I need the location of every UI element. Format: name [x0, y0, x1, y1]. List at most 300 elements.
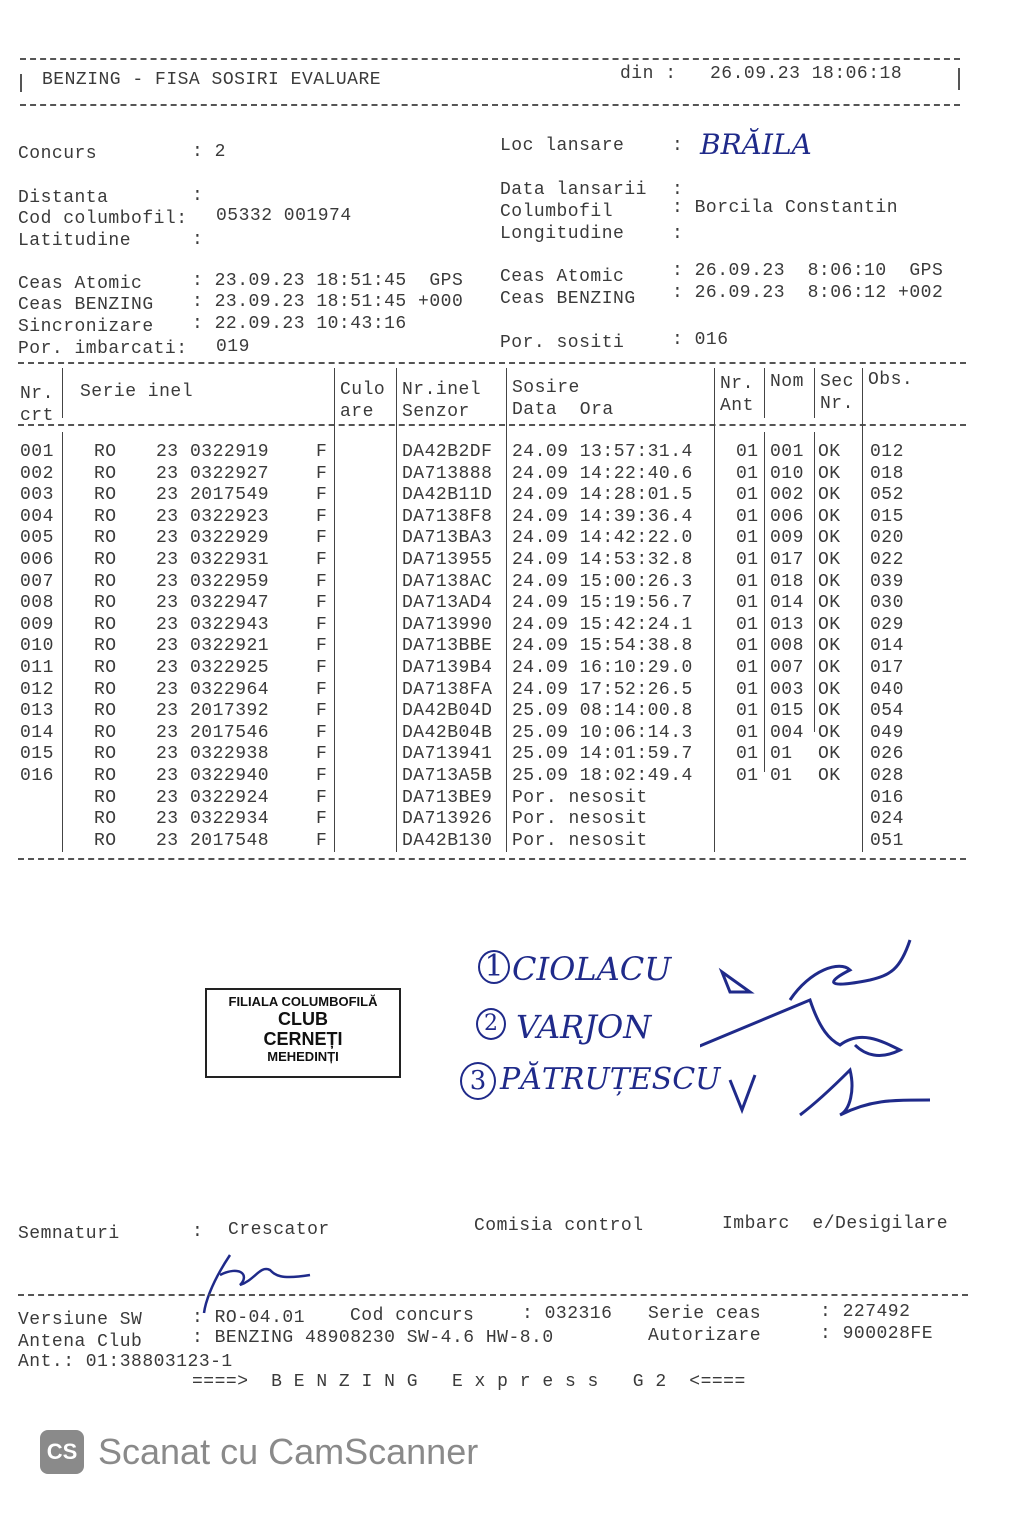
por-sositi-value: : 016 — [672, 330, 729, 350]
cell-sosire: 25.09 10:06:14.3 — [512, 722, 693, 743]
cell-sex: F — [316, 593, 328, 614]
cell-inel: 0322921 — [190, 636, 270, 657]
comisia-control-label: Comisia control — [474, 1216, 644, 1236]
columbofil-label: Columbofil — [500, 202, 614, 222]
cell-senzor: DA713990 — [402, 614, 493, 635]
cell-nom: 01 — [770, 766, 793, 786]
antena-label: Antena Club — [18, 1332, 143, 1352]
signature-1 — [790, 940, 910, 1000]
date-value: 26.09.23 18:06:18 — [710, 64, 903, 84]
cell-sec: OK — [818, 463, 841, 484]
handwritten-name-2: VARJON — [516, 1008, 652, 1046]
cell-nr: 012 — [20, 679, 54, 700]
cell-sex: F — [316, 463, 328, 484]
cell-nom: 002 — [770, 485, 804, 506]
cell-sosire: Por. nesosit — [512, 787, 648, 808]
cell-sec: OK — [818, 614, 841, 635]
cell-senzor: DA42B130 — [402, 830, 493, 851]
cell-sex: F — [316, 506, 328, 527]
cell-ant: 01 — [736, 744, 759, 765]
cod-concurs-label: Cod concurs — [350, 1306, 475, 1326]
cell-an: 23 — [156, 442, 179, 462]
document-title: BENZING - FISA SOSIRI EVALUARE — [42, 70, 382, 90]
table-row — [18, 615, 966, 637]
cell-senzor: DA713BA3 — [402, 528, 493, 549]
cell-inel: 0322964 — [190, 679, 270, 700]
cell-sex: F — [316, 787, 328, 808]
cell-nr: 008 — [20, 593, 54, 614]
concurs-label: Concurs — [18, 144, 98, 164]
cell-nom: 01 — [770, 744, 793, 765]
cell-ant: 01 — [736, 506, 759, 527]
table-row — [18, 680, 966, 702]
cell-sosire: 24.09 15:54:38.8 — [512, 636, 693, 657]
cell-inel: 2017549 — [190, 485, 270, 506]
cell-inel: 0322940 — [190, 766, 270, 786]
cod-concurs-value: : 032316 — [522, 1304, 613, 1324]
header-serie-inel: Serie inel — [80, 382, 194, 402]
cell-obs: 012 — [870, 442, 904, 462]
cell-sosire: 24.09 14:42:22.0 — [512, 528, 693, 549]
camscanner-watermark — [40, 1430, 478, 1474]
cell-ant: 01 — [736, 442, 759, 462]
cell-ant: 01 — [736, 658, 759, 678]
table-row — [18, 572, 966, 594]
cell-ant: 01 — [736, 571, 759, 592]
cell-nom: 015 — [770, 701, 804, 722]
serie-ceas-label: Serie ceas — [648, 1304, 762, 1324]
cell-sex: F — [316, 679, 328, 700]
cell-nr: 004 — [20, 506, 54, 527]
table-row — [18, 723, 966, 745]
handwritten-number-2: 2 — [476, 1008, 506, 1040]
cell-sosire: 24.09 15:00:26.3 — [512, 571, 693, 592]
table-row — [18, 809, 966, 831]
cell-ant: 01 — [736, 722, 759, 743]
cell-sosire: 24.09 14:39:36.4 — [512, 506, 693, 527]
cod-columbofil-label: Cod columbofil: — [18, 209, 188, 229]
cell-an: 23 — [156, 766, 179, 786]
cell-tara: RO — [94, 658, 117, 678]
cell-tara: RO — [94, 593, 117, 614]
cell-nr: 007 — [20, 571, 54, 592]
handwritten-name-1: CIOLACU — [512, 950, 672, 988]
cell-inel: 0322934 — [190, 809, 270, 830]
cell-nom: 007 — [770, 658, 804, 678]
cell-an: 23 — [156, 787, 179, 808]
cell-sosire: 24.09 13:57:31.4 — [512, 442, 693, 462]
distanta-label: Distanta — [18, 188, 109, 208]
cell-sex: F — [316, 830, 328, 851]
cell-sosire: 24.09 14:28:01.5 — [512, 485, 693, 506]
cell-nom: 009 — [770, 528, 804, 549]
cell-senzor: DA713955 — [402, 550, 493, 570]
cell-an: 23 — [156, 701, 179, 722]
table-row — [18, 636, 966, 658]
table-top-rule — [18, 362, 966, 364]
cell-nom: 018 — [770, 571, 804, 592]
cell-nr: 010 — [20, 636, 54, 657]
cell-inel: 2017548 — [190, 830, 270, 851]
table-row — [18, 485, 966, 507]
cell-nom: 003 — [770, 679, 804, 700]
semnaturi-label: Semnaturi — [18, 1224, 120, 1244]
cell-an: 23 — [156, 550, 179, 570]
header-nr: Nr. — [20, 384, 54, 404]
table-row — [18, 658, 966, 680]
ceas-atomic-start-label: Ceas Atomic — [18, 274, 143, 294]
longitudine-label: Longitudine — [500, 224, 625, 244]
por-sositi-label: Por. sositi — [500, 333, 625, 353]
cell-nom: 001 — [770, 442, 804, 462]
cell-inel: 2017546 — [190, 722, 270, 743]
cell-obs: 014 — [870, 636, 904, 657]
cell-nom: 006 — [770, 506, 804, 527]
loc-lansare-handwritten: BRĂILA — [700, 128, 812, 161]
columbofil-value: : Borcila Constantin — [672, 198, 899, 218]
cell-tara: RO — [94, 506, 117, 527]
ceas-atomic-end-value: : 26.09.23 8:06:10 GPS — [672, 261, 944, 281]
col-divider — [764, 368, 765, 418]
cod-columbofil-value: 05332 001974 — [216, 206, 352, 226]
cell-obs: 024 — [870, 809, 904, 830]
cell-ant: 01 — [736, 528, 759, 549]
cell-sosire: 24.09 14:53:32.8 — [512, 550, 693, 570]
cell-inel: 0322923 — [190, 506, 270, 527]
ceas-atomic-start-value: : 23.09.23 18:51:45 GPS — [192, 271, 464, 291]
cell-sex: F — [316, 809, 328, 830]
cell-tara: RO — [94, 614, 117, 635]
header-senzor: Senzor — [402, 402, 470, 422]
cell-nom: 013 — [770, 614, 804, 635]
cell-tara: RO — [94, 744, 117, 765]
signature-crescator — [204, 1255, 310, 1313]
cell-sosire: 24.09 14:22:40.6 — [512, 463, 693, 484]
express-line: ====> B E N Z I N G E x p r e s s G 2 <==== — [192, 1372, 746, 1392]
cell-ant: 01 — [736, 636, 759, 657]
cell-ant: 01 — [736, 701, 759, 722]
cell-obs: 015 — [870, 506, 904, 527]
cell-senzor: DA713888 — [402, 463, 493, 484]
data-lansarii-label: Data lansarii — [500, 180, 647, 200]
cell-senzor: DA713A5B — [402, 766, 493, 786]
cell-sec: OK — [818, 550, 841, 570]
cell-an: 23 — [156, 744, 179, 765]
cell-nom: 014 — [770, 593, 804, 614]
ceas-benzing-end-value: : 26.09.23 8:06:12 +002 — [672, 283, 944, 303]
cell-ant: 01 — [736, 766, 759, 786]
header-culoare-2: are — [340, 402, 374, 422]
cell-obs: 049 — [870, 722, 904, 743]
cell-sec: OK — [818, 722, 841, 743]
cell-sec: OK — [818, 442, 841, 462]
cell-an: 23 — [156, 528, 179, 549]
cell-senzor: DA7138FA — [402, 679, 493, 700]
ceas-benzing-start-value: : 23.09.23 18:51:45 +000 — [192, 292, 464, 312]
signature-2 — [700, 1000, 900, 1055]
cell-inel: 0322929 — [190, 528, 270, 549]
cell-senzor: DA713BE9 — [402, 787, 493, 808]
cell-an: 23 — [156, 485, 179, 506]
cell-obs: 054 — [870, 701, 904, 722]
por-imbarcati-label: Por. imbarcati: — [18, 339, 188, 359]
header-right-bar — [958, 68, 960, 90]
table-row — [18, 831, 966, 853]
serie-ceas-value: : 227492 — [820, 1302, 911, 1322]
latitudine-value: : — [192, 230, 204, 250]
cell-inel: 0322924 — [190, 787, 270, 808]
cell-an: 23 — [156, 571, 179, 592]
cell-ant: 01 — [736, 485, 759, 506]
cell-tara: RO — [94, 636, 117, 657]
cell-tara: RO — [94, 787, 117, 808]
cell-inel: 0322925 — [190, 658, 270, 678]
cell-ant: 01 — [736, 463, 759, 484]
table-row — [18, 442, 966, 464]
cell-senzor: DA7138F8 — [402, 506, 493, 527]
loc-lansare-label: Loc lansare — [500, 136, 625, 156]
table-row — [18, 744, 966, 766]
cell-tara: RO — [94, 722, 117, 743]
cell-an: 23 — [156, 506, 179, 527]
cell-sec: OK — [818, 744, 841, 765]
cell-senzor: DA713AD4 — [402, 593, 493, 614]
cell-sec: OK — [818, 593, 841, 614]
cell-sec: OK — [818, 701, 841, 722]
checkmark-v — [730, 1075, 755, 1110]
cell-obs: 018 — [870, 463, 904, 484]
cell-obs: 017 — [870, 658, 904, 678]
cell-inel: 0322943 — [190, 614, 270, 635]
table-row — [18, 550, 966, 572]
cell-sex: F — [316, 701, 328, 722]
cell-tara: RO — [94, 463, 117, 484]
cell-sex: F — [316, 442, 328, 462]
ceas-benzing-start-label: Ceas BENZING — [18, 295, 154, 315]
cell-an: 23 — [156, 679, 179, 700]
cell-sosire: 25.09 14:01:59.7 — [512, 744, 693, 765]
crescator-label: Crescator — [228, 1220, 330, 1240]
sincronizare-label: Sincronizare — [18, 317, 154, 337]
cell-sex: F — [316, 571, 328, 592]
cell-obs: 020 — [870, 528, 904, 549]
cell-tara: RO — [94, 679, 117, 700]
cell-obs: 016 — [870, 787, 904, 808]
table-row — [18, 593, 966, 615]
cell-inel: 0322959 — [190, 571, 270, 592]
table-row — [18, 788, 966, 810]
cell-sex: F — [316, 636, 328, 657]
sincronizare-value: : 22.09.23 10:43:16 — [192, 314, 407, 334]
cell-nr: 002 — [20, 463, 54, 484]
ceas-atomic-end-label: Ceas Atomic — [500, 267, 625, 287]
cell-sex: F — [316, 766, 328, 786]
table-header-rule — [18, 424, 966, 426]
cell-sosire: 24.09 15:42:24.1 — [512, 614, 693, 635]
cell-inel: 0322947 — [190, 593, 270, 614]
cell-ant: 01 — [736, 614, 759, 635]
cell-sex: F — [316, 528, 328, 549]
cell-ant: 01 — [736, 679, 759, 700]
cell-nr: 006 — [20, 550, 54, 570]
stamp-line-1: FILIALA COLUMBOFILĂ — [228, 994, 378, 1009]
header-culoare-1: Culo — [340, 380, 386, 400]
cell-senzor: DA7139B4 — [402, 658, 493, 678]
cell-inel: 0322927 — [190, 463, 270, 484]
cell-nr: 005 — [20, 528, 54, 549]
cell-senzor: DA713941 — [402, 744, 493, 765]
cell-tara: RO — [94, 442, 117, 462]
cell-nr: 013 — [20, 701, 54, 722]
cell-an: 23 — [156, 636, 179, 657]
header-ant-2: Ant — [720, 396, 754, 416]
cell-an: 23 — [156, 593, 179, 614]
stamp-line-4: MEHEDINȚI — [267, 1049, 339, 1064]
cell-senzor: DA42B04D — [402, 701, 493, 722]
table-bottom-rule — [18, 858, 966, 860]
cell-an: 23 — [156, 809, 179, 830]
cell-sec: OK — [818, 506, 841, 527]
col-divider — [62, 368, 63, 418]
cell-sex: F — [316, 744, 328, 765]
cell-ant: 01 — [736, 550, 759, 570]
cell-inel: 2017392 — [190, 701, 270, 722]
stamp-line-3: CERNEȚI — [263, 1029, 343, 1049]
header-nom: Nom — [770, 372, 804, 392]
cell-nr: 016 — [20, 766, 54, 786]
cell-sec: OK — [818, 679, 841, 700]
cell-obs: 022 — [870, 550, 904, 570]
cell-sex: F — [316, 485, 328, 506]
cell-sec: OK — [818, 766, 841, 786]
camscanner-text: Scanat cu CamScanner — [98, 1431, 479, 1472]
cell-sosire: 24.09 15:19:56.7 — [512, 593, 693, 614]
table-row — [18, 464, 966, 486]
cell-nom: 010 — [770, 463, 804, 484]
loc-lansare-sep: : — [672, 136, 684, 156]
cell-obs: 051 — [870, 830, 904, 851]
cell-nr: 001 — [20, 442, 54, 462]
cell-nom: 017 — [770, 550, 804, 570]
cell-sec: OK — [818, 636, 841, 657]
cell-senzor: DA713926 — [402, 809, 493, 830]
header-left-bar — [20, 74, 22, 92]
semnaturi-sep: : — [192, 1222, 204, 1242]
cell-sosire: Por. nesosit — [512, 830, 648, 851]
cell-nr: 015 — [20, 744, 54, 765]
versiune-value: : RO-04.01 — [192, 1308, 306, 1328]
header-sec-2: Nr. — [820, 394, 854, 414]
cell-an: 23 — [156, 722, 179, 743]
latitudine-label: Latitudine — [18, 231, 132, 251]
imbarcare-label: Imbarc e/Desigilare — [722, 1214, 949, 1234]
signature-3 — [800, 1070, 930, 1115]
cell-nom: 004 — [770, 722, 804, 743]
table-row — [18, 507, 966, 529]
autorizare-label: Autorizare — [648, 1326, 762, 1346]
cell-senzor: DA713BBE — [402, 636, 493, 657]
cell-nr: 009 — [20, 614, 54, 635]
cell-tara: RO — [94, 766, 117, 786]
header-obs: Obs. — [868, 370, 914, 390]
cell-inel: 0322938 — [190, 744, 270, 765]
cell-sec: OK — [818, 485, 841, 506]
crescator-signature — [200, 1245, 330, 1315]
data-lansarii-value: : — [672, 180, 684, 200]
ceas-benzing-end-label: Ceas BENZING — [500, 289, 636, 309]
cell-obs: 026 — [870, 744, 904, 765]
handwritten-signatures — [700, 930, 960, 1130]
table-row — [18, 528, 966, 550]
footer-rule — [18, 1294, 968, 1296]
cell-senzor: DA42B04B — [402, 722, 493, 743]
col-divider — [814, 368, 815, 418]
cell-senzor: DA42B2DF — [402, 442, 493, 462]
handwritten-number-3: 3 — [460, 1062, 496, 1100]
table-row — [18, 766, 966, 788]
club-stamp — [205, 988, 401, 1078]
cell-ant: 01 — [736, 593, 759, 614]
checkmark-triangle — [722, 972, 750, 992]
cell-tara: RO — [94, 830, 117, 851]
handwritten-number-1: 1 — [478, 950, 510, 984]
cell-nr: 003 — [20, 485, 54, 506]
cell-sosire: 24.09 17:52:26.5 — [512, 679, 693, 700]
cell-obs: 040 — [870, 679, 904, 700]
cell-obs: 052 — [870, 485, 904, 506]
stamp-line-2: CLUB — [278, 1009, 328, 1029]
date-label: din : — [620, 64, 677, 84]
header-sec-1: Sec — [820, 372, 854, 392]
cell-tara: RO — [94, 701, 117, 722]
cell-sex: F — [316, 658, 328, 678]
cell-tara: RO — [94, 550, 117, 570]
ant-line: Ant.: 01:38803123-1 — [18, 1352, 233, 1372]
cell-nr: 011 — [20, 658, 54, 678]
header-data-ora: Data Ora — [512, 400, 614, 420]
versiune-label: Versiune SW — [18, 1310, 143, 1330]
autorizare-value: : 900028FE — [820, 1324, 934, 1344]
cell-inel: 0322919 — [190, 442, 270, 462]
longitudine-value: : — [672, 224, 684, 244]
cell-tara: RO — [94, 528, 117, 549]
table-row — [18, 701, 966, 723]
cell-nom: 008 — [770, 636, 804, 657]
cell-an: 23 — [156, 614, 179, 635]
cell-inel: 0322931 — [190, 550, 270, 570]
cell-tara: RO — [94, 809, 117, 830]
handwritten-name-3: PĂTRUȚESCU — [500, 1062, 721, 1097]
header-nr-inel: Nr.inel — [402, 380, 482, 400]
cell-sec: OK — [818, 528, 841, 549]
cell-tara: RO — [94, 571, 117, 592]
header-ant-1: Nr. — [720, 374, 754, 394]
cell-nr: 014 — [20, 722, 54, 743]
cell-obs: 039 — [870, 571, 904, 592]
camscanner-logo: CS — [40, 1430, 84, 1474]
cell-sosire: 25.09 08:14:00.8 — [512, 701, 693, 722]
cell-sec: OK — [818, 658, 841, 678]
cell-senzor: DA42B11D — [402, 485, 493, 506]
antena-value: : BENZING 48908230 SW-4.6 HW-8.0 — [192, 1328, 554, 1348]
cell-tara: RO — [94, 485, 117, 506]
distanta-value: : — [192, 186, 204, 206]
cell-sex: F — [316, 550, 328, 570]
cell-sosire: Por. nesosit — [512, 809, 648, 830]
cell-sosire: 25.09 18:02:49.4 — [512, 766, 693, 786]
cell-an: 23 — [156, 463, 179, 484]
por-imbarcati-value: 019 — [216, 337, 250, 357]
